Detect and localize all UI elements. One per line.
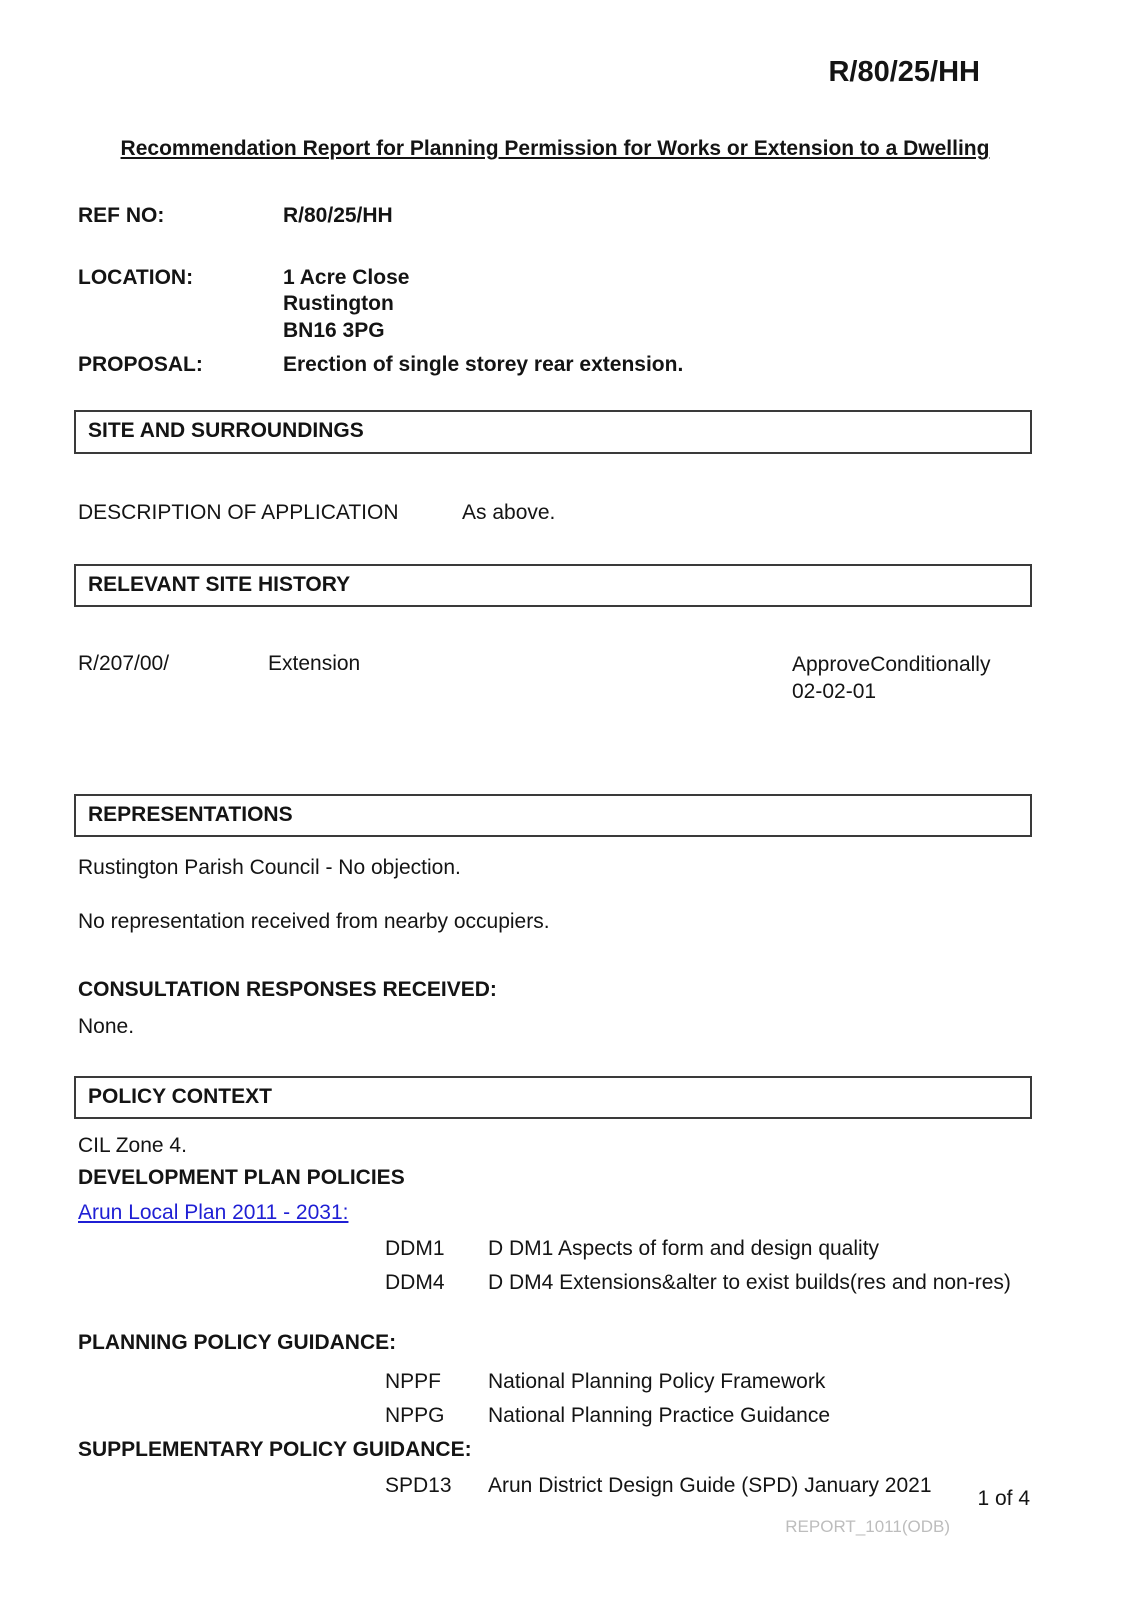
policy-row	[78, 1403, 1032, 1429]
policy-description: National Planning Practice Guidance	[488, 1403, 831, 1427]
history-ref: R/207/00/	[78, 652, 170, 676]
policy-description: D DM4 Extensions&alter to exist builds(res and non-res)	[488, 1271, 1011, 1295]
development-plan-policies-heading: DEVELOPMENT PLAN POLICIES	[78, 1166, 405, 1190]
planning-guidance-list	[78, 1369, 1032, 1430]
representation-paragraph: Rustington Parish Council - No objection.	[78, 855, 461, 879]
location-row	[78, 265, 1032, 344]
proposal-label: PROPOSAL:	[78, 353, 203, 377]
development-policies-list	[78, 1236, 1032, 1297]
section-heading-representations: REPRESENTATIONS	[74, 794, 1032, 837]
section-heading-policy-context: POLICY CONTEXT	[74, 1076, 1032, 1119]
policy-row	[78, 1270, 1032, 1296]
history-decision	[792, 651, 1032, 706]
supplementary-guidance-list	[78, 1473, 1032, 1499]
proposal-value: Erection of single storey rear extension.	[283, 353, 684, 377]
report-watermark: REPORT_1011(ODB)	[785, 1516, 950, 1536]
location-line-3: BN16 3PG	[283, 318, 385, 342]
description-value: As above.	[462, 500, 556, 524]
policy-description: National Planning Policy Framework	[488, 1369, 826, 1393]
location-value	[283, 265, 409, 344]
consultation-responses-heading: CONSULTATION RESPONSES RECEIVED:	[78, 978, 497, 1002]
ref-no-value: R/80/25/HH	[283, 203, 393, 227]
policy-description: D DM1 Aspects of form and design quality	[488, 1236, 880, 1260]
policy-code: NPPG	[385, 1403, 445, 1427]
planning-policy-guidance-heading: PLANNING POLICY GUIDANCE:	[78, 1331, 397, 1355]
ref-no-label: REF NO:	[78, 203, 165, 227]
cil-zone-text: CIL Zone 4.	[78, 1134, 187, 1158]
consultation-responses-value: None.	[78, 1014, 135, 1038]
arun-local-plan-link[interactable]: Arun Local Plan 2011 - 2031:	[78, 1200, 349, 1224]
document-title-text: Recommendation Report for Planning Permission for Works or Extension to a Dwelling	[120, 137, 990, 161]
ref-no-row	[78, 203, 1032, 229]
location-line-1: 1 Acre Close	[283, 265, 410, 289]
section-heading-site-and-surroundings: SITE AND SURROUNDINGS	[74, 410, 1032, 453]
section-heading-relevant-site-history: RELEVANT SITE HISTORY	[74, 564, 1032, 607]
history-description: Extension	[268, 652, 361, 676]
supplementary-policy-guidance-heading: SUPPLEMENTARY POLICY GUIDANCE:	[78, 1438, 472, 1462]
location-label: LOCATION:	[78, 265, 194, 289]
description-label: DESCRIPTION OF APPLICATION	[78, 500, 399, 524]
policy-code: NPPF	[385, 1369, 442, 1393]
representation-paragraph: No representation received from nearby occupiers.	[78, 910, 550, 934]
policy-row	[78, 1369, 1032, 1395]
description-of-application-row	[78, 500, 1032, 526]
policy-description: Arun District Design Guide (SPD) January 2021	[488, 1474, 932, 1498]
document-title	[78, 136, 1032, 162]
policy-code: SPD13	[385, 1474, 452, 1498]
policy-row	[78, 1236, 1032, 1262]
policy-code: DDM1	[385, 1236, 445, 1260]
proposal-row	[78, 352, 1032, 378]
location-line-2: Rustington	[283, 292, 394, 316]
policy-code: DDM4	[385, 1271, 445, 1295]
history-decision-date: 02-02-01	[792, 680, 877, 704]
site-history-entry	[78, 651, 1032, 706]
history-decision-text: ApproveConditionally	[792, 653, 991, 677]
policy-row	[78, 1473, 1032, 1499]
document-ref-header: R/80/25/HH	[828, 56, 980, 88]
page-number: 1 of 4	[977, 1487, 1030, 1510]
